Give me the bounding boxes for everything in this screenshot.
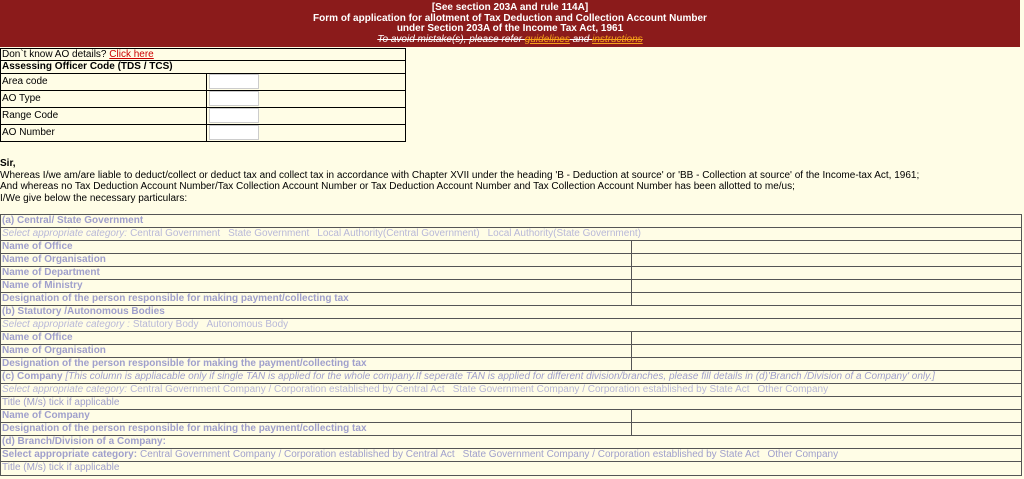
section-a-category-label: Select appropriate category: bbox=[2, 228, 128, 239]
area-code-input[interactable] bbox=[209, 74, 259, 89]
section-c-note: [This column is appliacable only if single TAN is applied for the whole company.If seperate TAN is applied for different division/branches, please fill details in (d)'Branch /Division of a Company' only.] bbox=[62, 371, 935, 382]
guidelines-link[interactable]: guidelines bbox=[524, 33, 570, 45]
section-b-category-row bbox=[1, 319, 1021, 332]
ao-help-row bbox=[0, 48, 406, 61]
field-label: Name of Ministry bbox=[1, 280, 632, 292]
option-other-company[interactable]: Other Company bbox=[757, 384, 829, 395]
form-header bbox=[0, 0, 1020, 47]
section-b-title: (b) Statutory /Autonomous Bodies bbox=[1, 306, 1021, 319]
option-local-authority-state[interactable]: Local Authority(State Government) bbox=[487, 228, 641, 239]
particulars-form bbox=[0, 214, 1022, 476]
field-row bbox=[1, 293, 1021, 306]
ao-number-input[interactable] bbox=[209, 125, 259, 140]
option-statutory-body[interactable]: Statutory Body bbox=[132, 319, 199, 330]
ao-section-title: Assessing Officer Code (TDS / TCS) bbox=[0, 61, 406, 74]
ao-number-row bbox=[0, 125, 406, 142]
ao-help-text: Don`t know AO details? bbox=[2, 49, 110, 60]
ao-range-code-row bbox=[0, 108, 406, 125]
field-row bbox=[1, 241, 1021, 254]
field-label: Name of Department bbox=[1, 267, 632, 279]
header-note bbox=[0, 35, 1020, 46]
field-row bbox=[1, 267, 1021, 280]
ao-number-label: AO Number bbox=[1, 125, 207, 141]
field-row bbox=[1, 410, 1021, 423]
option-state-govt-company[interactable]: State Government Company / Corporation established by State Act bbox=[452, 384, 750, 395]
header-line-2: Form of application for allotment of Tax Deduction and Collection Account Number bbox=[313, 12, 707, 24]
field-label: Designation of the person responsible for making payment/collecting tax bbox=[1, 293, 632, 305]
ao-area-code-row bbox=[0, 74, 406, 91]
intro-para-3: I/We give below the necessary particulars: bbox=[0, 192, 188, 204]
field-label: Name of Organisation bbox=[1, 254, 632, 266]
field-label: Name of Office bbox=[1, 241, 632, 253]
option-central-government[interactable]: Central Government bbox=[130, 228, 221, 239]
intro-text bbox=[0, 158, 1020, 204]
section-a-title: (a) Central/ State Government bbox=[1, 215, 1021, 228]
section-a-category-row bbox=[1, 228, 1021, 241]
option-autonomous-body[interactable]: Autonomous Body bbox=[206, 319, 289, 330]
field-row bbox=[1, 423, 1021, 436]
field-row bbox=[1, 358, 1021, 371]
field-row bbox=[1, 254, 1021, 267]
option-central-govt-company[interactable]: Central Government Company / Corporation established by Central Act bbox=[130, 384, 445, 395]
field-row bbox=[1, 280, 1021, 293]
section-d-category-label: Select appropriate category: bbox=[2, 449, 138, 460]
ao-click-here-link[interactable]: Click here bbox=[109, 49, 154, 60]
section-c-category-row bbox=[1, 384, 1021, 397]
option-state-government[interactable]: State Government bbox=[228, 228, 310, 239]
field-label: Name of Organisation bbox=[1, 345, 632, 357]
note-and: and bbox=[569, 33, 593, 45]
field-label: Name of Office bbox=[1, 332, 632, 344]
option-local-authority-central[interactable]: Local Authority(Central Government) bbox=[317, 228, 480, 239]
range-code-label: Range Code bbox=[1, 108, 207, 124]
ao-type-input[interactable] bbox=[209, 91, 259, 106]
header-line-3: under Section 203A of the Income Tax Act, 1961 bbox=[396, 23, 624, 34]
field-row bbox=[1, 345, 1021, 358]
option-d-other-company[interactable]: Other Company bbox=[767, 449, 839, 460]
intro-para-1: Whereas I/we am/are liable to deduct/collect or deduct tax and collect tax in accordance with Chapter XVII under the heading 'B - Deduction at source' or 'BB - Collection at source' of the Income-tax Act, 1961; bbox=[0, 169, 920, 181]
ao-type-label: AO Type bbox=[1, 91, 207, 107]
header-line-1: [See section 203A and rule 114A] bbox=[431, 2, 589, 13]
option-d-state-govt-company[interactable]: State Government Company / Corporation established by State Act bbox=[462, 449, 760, 460]
field-label: Name of Company bbox=[1, 410, 632, 422]
ao-type-row bbox=[0, 91, 406, 108]
section-c-title: (c) Company bbox=[2, 371, 63, 382]
section-b-category-label: Select appropriate category : bbox=[2, 319, 130, 330]
field-label: Designation of the person responsible for making the payment/collecting tax bbox=[1, 423, 632, 435]
field-row bbox=[1, 332, 1021, 345]
section-c-title-row bbox=[1, 371, 1021, 384]
section-c-title-tick[interactable]: Title (M/s) tick if applicable bbox=[1, 397, 1021, 410]
salutation: Sir, bbox=[0, 158, 16, 169]
area-code-label: Area code bbox=[1, 74, 207, 90]
option-d-central-govt-company[interactable]: Central Government Company / Corporation established by Central Act bbox=[140, 449, 455, 460]
instructions-link[interactable]: instructions bbox=[592, 33, 643, 45]
section-d-title: (d) Branch/Division of a Company: bbox=[1, 436, 1021, 449]
section-d-title-tick[interactable]: Title (M/s) tick if applicable bbox=[2, 462, 120, 473]
ao-details-section bbox=[0, 48, 406, 142]
section-d-category-row bbox=[1, 449, 1021, 462]
note-prefix: To avoid mistake(s), please refer bbox=[377, 33, 525, 45]
field-label: Designation of the person responsible for making the payment/collecting tax bbox=[1, 358, 632, 370]
range-code-input[interactable] bbox=[209, 108, 259, 123]
section-c-category-label: Select appropriate category: bbox=[2, 384, 128, 395]
intro-para-2: And whereas no Tax Deduction Account Number/Tax Collection Account Number or Tax Deduction Account Number and Tax Collection Account Number has been allotted to me/us; bbox=[0, 181, 795, 192]
